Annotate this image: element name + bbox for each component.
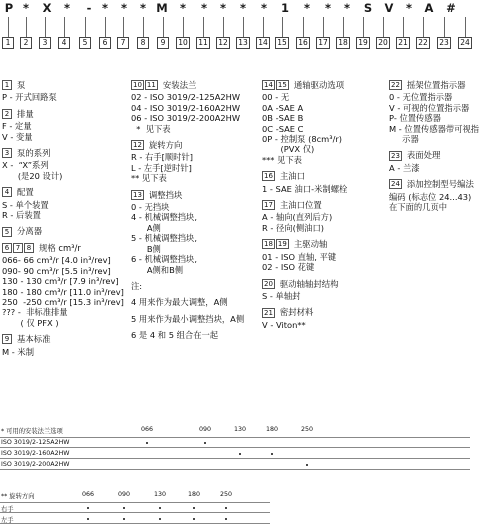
section-number-box: 14 (264, 81, 273, 90)
size-column-header: 130 (233, 426, 247, 433)
option-line: 06 - ISO 3019/2-200A2HW (131, 113, 241, 124)
section-header (131, 190, 256, 200)
section-header (2, 80, 120, 90)
code-char: A (424, 1, 434, 15)
availability-dot (87, 518, 89, 520)
code-char: * (179, 1, 186, 15)
section-header (262, 171, 384, 181)
code-char: * (324, 1, 331, 15)
option-line: *** 见下表 (262, 154, 302, 165)
row-label: ISO 3019/2-160A2HW (1, 450, 70, 457)
code-char: * (405, 1, 412, 15)
position-tick (403, 17, 404, 37)
column-3 (262, 80, 384, 336)
section-title: 通轴驱动选项 (293, 80, 345, 90)
option-line: R - 右手[顺时针] (131, 152, 193, 163)
section-number-box: 2 (2, 109, 12, 119)
code-char: * (139, 1, 146, 15)
option-section (2, 148, 120, 181)
row-label: ISO 3019/2-200A2HW (1, 461, 70, 468)
section-title: 排量 (17, 108, 34, 119)
position-number-box: 14 (256, 37, 270, 49)
option-line: 04 - ISO 3019/2-160A2HW (131, 102, 241, 113)
position-tick (383, 17, 384, 37)
position-tick (26, 17, 27, 37)
section-title: 旋转方向 (148, 140, 183, 151)
position-tick (203, 17, 204, 37)
section-header (2, 334, 120, 344)
table-row (0, 449, 470, 459)
code-char: * (120, 1, 127, 15)
section-title: 主油口 (279, 171, 306, 182)
option-line: 0 - 无挡块 (131, 202, 170, 213)
availability-dot (225, 518, 227, 520)
option-line: 注: (131, 280, 143, 291)
option-line: B侧 (131, 243, 161, 254)
option-line: V - Viton** (262, 319, 306, 330)
position-tick (444, 17, 445, 37)
section-header (262, 307, 384, 317)
position-tick (343, 17, 344, 37)
availability-dot (271, 453, 273, 455)
position-number-box: 16 (296, 37, 310, 49)
option-line: V - 可视的位置指示器 (389, 102, 470, 113)
option-line: 示器 (389, 134, 419, 145)
section-number-box: 20 (264, 279, 273, 288)
position-tick (143, 17, 144, 37)
section-number-box: 13 (133, 190, 142, 199)
mounting-flange-table (0, 426, 470, 474)
model-code-header (0, 0, 500, 56)
section-title: 摇架位置指示器 (406, 80, 466, 90)
option-line: S - 单轴封 (262, 290, 301, 301)
availability-dot (123, 518, 125, 520)
size-column-header: 066 (140, 426, 154, 433)
position-tick (263, 17, 264, 37)
section-title: 基本标准 (17, 334, 51, 345)
section-title: 泵 (17, 80, 26, 90)
section-number-box: 6 (2, 243, 12, 253)
option-line: 5 用来作为最小调整挡块，A侧 (131, 313, 245, 324)
position-tick (303, 17, 304, 37)
section-title: 密封材料 (279, 307, 314, 318)
position-number-box: 20 (376, 37, 390, 49)
code-char: * (219, 1, 226, 15)
availability-dot (193, 507, 195, 509)
rotation-table-title: ** 旋转方向 (1, 493, 35, 500)
code-char: - (86, 1, 92, 15)
option-line: 编码 (标志位 24...43) (389, 191, 472, 202)
table-top-rule (0, 502, 270, 503)
option-line: A侧和B侧 (131, 264, 184, 275)
section-number-box: 19 (277, 240, 287, 249)
option-line: 0P - 控制泵 (8cm³/r) (262, 134, 343, 145)
option-line: 在下面的几页中 (389, 202, 448, 213)
option-line: R - 后装置 (2, 210, 41, 221)
option-line: (是20 设计) (2, 170, 63, 181)
row-label: 右手 (1, 506, 14, 513)
section-number-box: 3 (2, 148, 12, 158)
option-line: 4 用来作为最大调整，A侧 (131, 297, 228, 308)
position-tick (64, 17, 65, 37)
code-char: X (42, 1, 52, 15)
position-number-box: 4 (58, 37, 70, 49)
option-line: ??? - 非标准排量 (2, 307, 68, 318)
position-number-box: 8 (137, 37, 149, 49)
section-number-box: 18 (264, 240, 273, 249)
section-header (389, 150, 499, 160)
section-title: 安装法兰 (162, 80, 197, 90)
option-line: L - 左手[逆时针] (131, 162, 192, 173)
section-number-box: 7 (13, 243, 23, 253)
table-top-rule (0, 437, 470, 438)
availability-dot (239, 453, 241, 455)
code-char: * (63, 1, 70, 15)
option-line: P- 位置传感器 (389, 113, 441, 124)
table-row (0, 460, 470, 470)
row-label: 左手 (1, 517, 14, 524)
position-number-box: 6 (99, 37, 111, 49)
section-title: 分离器 (17, 226, 43, 237)
option-line: X - “X”系列 (2, 160, 49, 171)
option-line: (PVX 仅) (262, 144, 315, 155)
section-number-box: 22 (391, 81, 400, 90)
option-line: 01 - ISO 直轴, 平键 (262, 251, 337, 262)
option-line: 0B -SAE B (262, 113, 304, 124)
code-char: * (260, 1, 267, 15)
position-number-box: 22 (416, 37, 430, 49)
size-column-header: 090 (198, 426, 212, 433)
position-tick (183, 17, 184, 37)
position-tick (105, 17, 106, 37)
position-number-box: 21 (396, 37, 410, 49)
code-char: * (22, 1, 29, 15)
option-line: A - 轴向(直列后方) (262, 212, 333, 223)
position-number-box: 2 (20, 37, 32, 49)
position-tick (45, 17, 46, 37)
section-number-box: 11 (146, 81, 156, 90)
option-section (2, 242, 124, 328)
code-char: S (363, 1, 373, 15)
option-line: 066- 66 cm³/r [4.0 in³/rev] (2, 255, 111, 266)
option-section (262, 239, 384, 272)
option-line: M - 位置传感器带可视指 (389, 123, 480, 134)
availability-dot (146, 442, 148, 444)
option-line: S - 单个装置 (2, 199, 49, 210)
size-column-header: 130 (153, 491, 167, 498)
option-section (389, 179, 499, 212)
code-char: P (4, 1, 14, 15)
option-line: 130 - 130 cm³/r [7.9 in³/rev] (2, 276, 119, 287)
availability-dot (123, 507, 125, 509)
position-number-box: 23 (437, 37, 451, 49)
section-header (2, 187, 120, 197)
position-number-box: 17 (316, 37, 330, 49)
position-number-box: 15 (275, 37, 289, 49)
code-char: * (101, 1, 108, 15)
section-header (2, 243, 120, 253)
code-char: 1 (280, 1, 289, 15)
size-column-header: 180 (265, 426, 279, 433)
position-number-box: 5 (79, 37, 91, 49)
section-number-box: 10 (133, 81, 142, 90)
section-header (262, 239, 384, 249)
size-column-header: 250 (219, 491, 233, 498)
option-line: 6 - 机械调整挡块, (131, 254, 197, 265)
option-section (2, 226, 120, 236)
option-section (262, 307, 384, 330)
option-section (2, 334, 120, 357)
position-number-box: 13 (236, 37, 250, 49)
availability-dot (159, 507, 161, 509)
option-line: * 见下表 (131, 123, 171, 134)
option-line: 250 -250 cm³/r [15.3 in³/rev] (2, 296, 124, 307)
code-char: M (156, 1, 168, 15)
size-column-header: 090 (117, 491, 131, 498)
option-line: 00 - 无 (262, 92, 290, 103)
option-line: 0 - 无位置指示器 (389, 92, 453, 103)
option-line: R - 径向(侧油口) (262, 222, 324, 233)
section-number-box: 5 (2, 227, 12, 237)
section-number-box: 23 (391, 151, 400, 160)
option-section (131, 190, 256, 275)
section-number-box: 24 (391, 180, 400, 189)
section-title: 调整挡块 (148, 189, 183, 200)
option-line: 5 - 机械调整挡块, (131, 233, 197, 244)
section-title: 配置 (17, 187, 34, 198)
position-number-box: 18 (336, 37, 350, 49)
position-number-box: 7 (117, 37, 129, 49)
section-header (262, 279, 384, 289)
availability-dot (159, 518, 161, 520)
column-2 (131, 80, 256, 347)
option-line: A侧 (131, 222, 161, 233)
section-header (131, 80, 256, 90)
section-header (262, 200, 384, 210)
section-header (389, 179, 499, 189)
section-title: 规格 cm³/r (39, 242, 81, 253)
section-title: 驱动轴轴封结构 (279, 278, 339, 289)
section-number-box: 8 (24, 243, 34, 253)
size-column-header: 250 (300, 426, 314, 433)
section-title: 添加控制型号编法 (406, 179, 474, 190)
section-header (2, 226, 120, 236)
option-section (389, 150, 499, 173)
section-title: 表面处理 (406, 150, 441, 161)
section-header (389, 80, 499, 90)
option-section (389, 80, 499, 144)
option-section (2, 80, 120, 103)
option-line: ( 仅 PFX ) (2, 317, 59, 328)
code-char: * (200, 1, 207, 15)
section-header (2, 148, 120, 158)
section-title: 主驱动轴 (293, 239, 328, 250)
position-number-box: 24 (458, 37, 472, 49)
position-number-box: 1 (2, 37, 14, 49)
option-line: 1 - SAE 油口-米制螺栓 (262, 183, 348, 194)
option-line: 02 - ISO 3019/2-125A2HW (131, 92, 241, 103)
code-char: * (343, 1, 350, 15)
section-header (131, 140, 256, 150)
position-number-box: 10 (176, 37, 190, 49)
section-number-box: 9 (2, 334, 12, 344)
availability-dot (306, 464, 308, 466)
option-line: 0A -SAE A (262, 102, 304, 113)
option-line: 180 - 180 cm³/r [11.0 in³/rev] (2, 286, 124, 297)
position-tick (8, 17, 9, 37)
position-tick (363, 17, 364, 37)
availability-dot (193, 518, 195, 520)
position-tick (423, 17, 424, 37)
option-section (131, 281, 256, 341)
option-section (262, 80, 384, 165)
code-char: * (239, 1, 246, 15)
position-number-box: 19 (356, 37, 370, 49)
availability-dot (204, 442, 206, 444)
position-number-box: 3 (39, 37, 51, 49)
position-number-box: 9 (157, 37, 169, 49)
option-section (131, 140, 256, 184)
option-section (262, 171, 384, 194)
section-number-box: 21 (264, 308, 273, 317)
position-tick (223, 17, 224, 37)
table-row (0, 503, 270, 513)
position-tick (243, 17, 244, 37)
size-column-header: 066 (81, 491, 95, 498)
code-char: V (384, 1, 394, 15)
position-number-box: 11 (196, 37, 210, 49)
table-row (0, 514, 270, 524)
section-number-box: 12 (133, 141, 142, 150)
option-line: M - 米制 (2, 346, 35, 357)
option-line: 02 - ISO 花键 (262, 262, 315, 273)
option-line: 090- 90 cm³/r [5.5 in³/rev] (2, 265, 111, 276)
option-line: F - 定量 (2, 121, 32, 132)
code-char: # (446, 1, 456, 15)
option-section (262, 200, 384, 233)
position-tick (163, 17, 164, 37)
option-line: 4 - 机械调整挡块, (131, 212, 197, 223)
position-tick (465, 17, 466, 37)
section-title: 泵的系列 (17, 148, 51, 159)
section-number-box: 1 (2, 80, 12, 90)
option-section (2, 187, 120, 220)
column-1 (2, 80, 124, 363)
option-line: ** 见下表 (131, 173, 167, 184)
rotation-table (0, 491, 270, 525)
mounting-flange-table-title: * 可用的安装法兰选项 (1, 428, 63, 435)
section-number-box: 4 (2, 187, 12, 197)
option-line: 6 是 4 和 5 组合在一起 (131, 330, 219, 341)
section-header (2, 109, 120, 119)
section-number-box: 17 (264, 201, 273, 210)
availability-dot (87, 507, 89, 509)
position-tick (282, 17, 283, 37)
section-header (262, 80, 384, 90)
position-number-box: 12 (216, 37, 230, 49)
section-title: 主油口位置 (279, 200, 322, 211)
availability-dot (225, 507, 227, 509)
row-label: ISO 3019/2-125A2HW (1, 439, 70, 446)
table-row (0, 438, 470, 448)
position-tick (85, 17, 86, 37)
option-line: A - 兰漆 (389, 162, 420, 173)
section-number-box: 15 (277, 81, 287, 90)
column-4 (389, 80, 499, 218)
option-line: P - 开式回路泵 (2, 92, 57, 103)
option-line: V - 变量 (2, 131, 33, 142)
option-section (262, 279, 384, 302)
code-char: * (303, 1, 310, 15)
position-tick (323, 17, 324, 37)
section-number-box: 16 (264, 172, 273, 181)
option-line: 0C -SAE C (262, 123, 304, 134)
size-column-header: 180 (187, 491, 201, 498)
option-section (2, 109, 120, 142)
option-section (131, 80, 256, 134)
position-tick (123, 17, 124, 37)
